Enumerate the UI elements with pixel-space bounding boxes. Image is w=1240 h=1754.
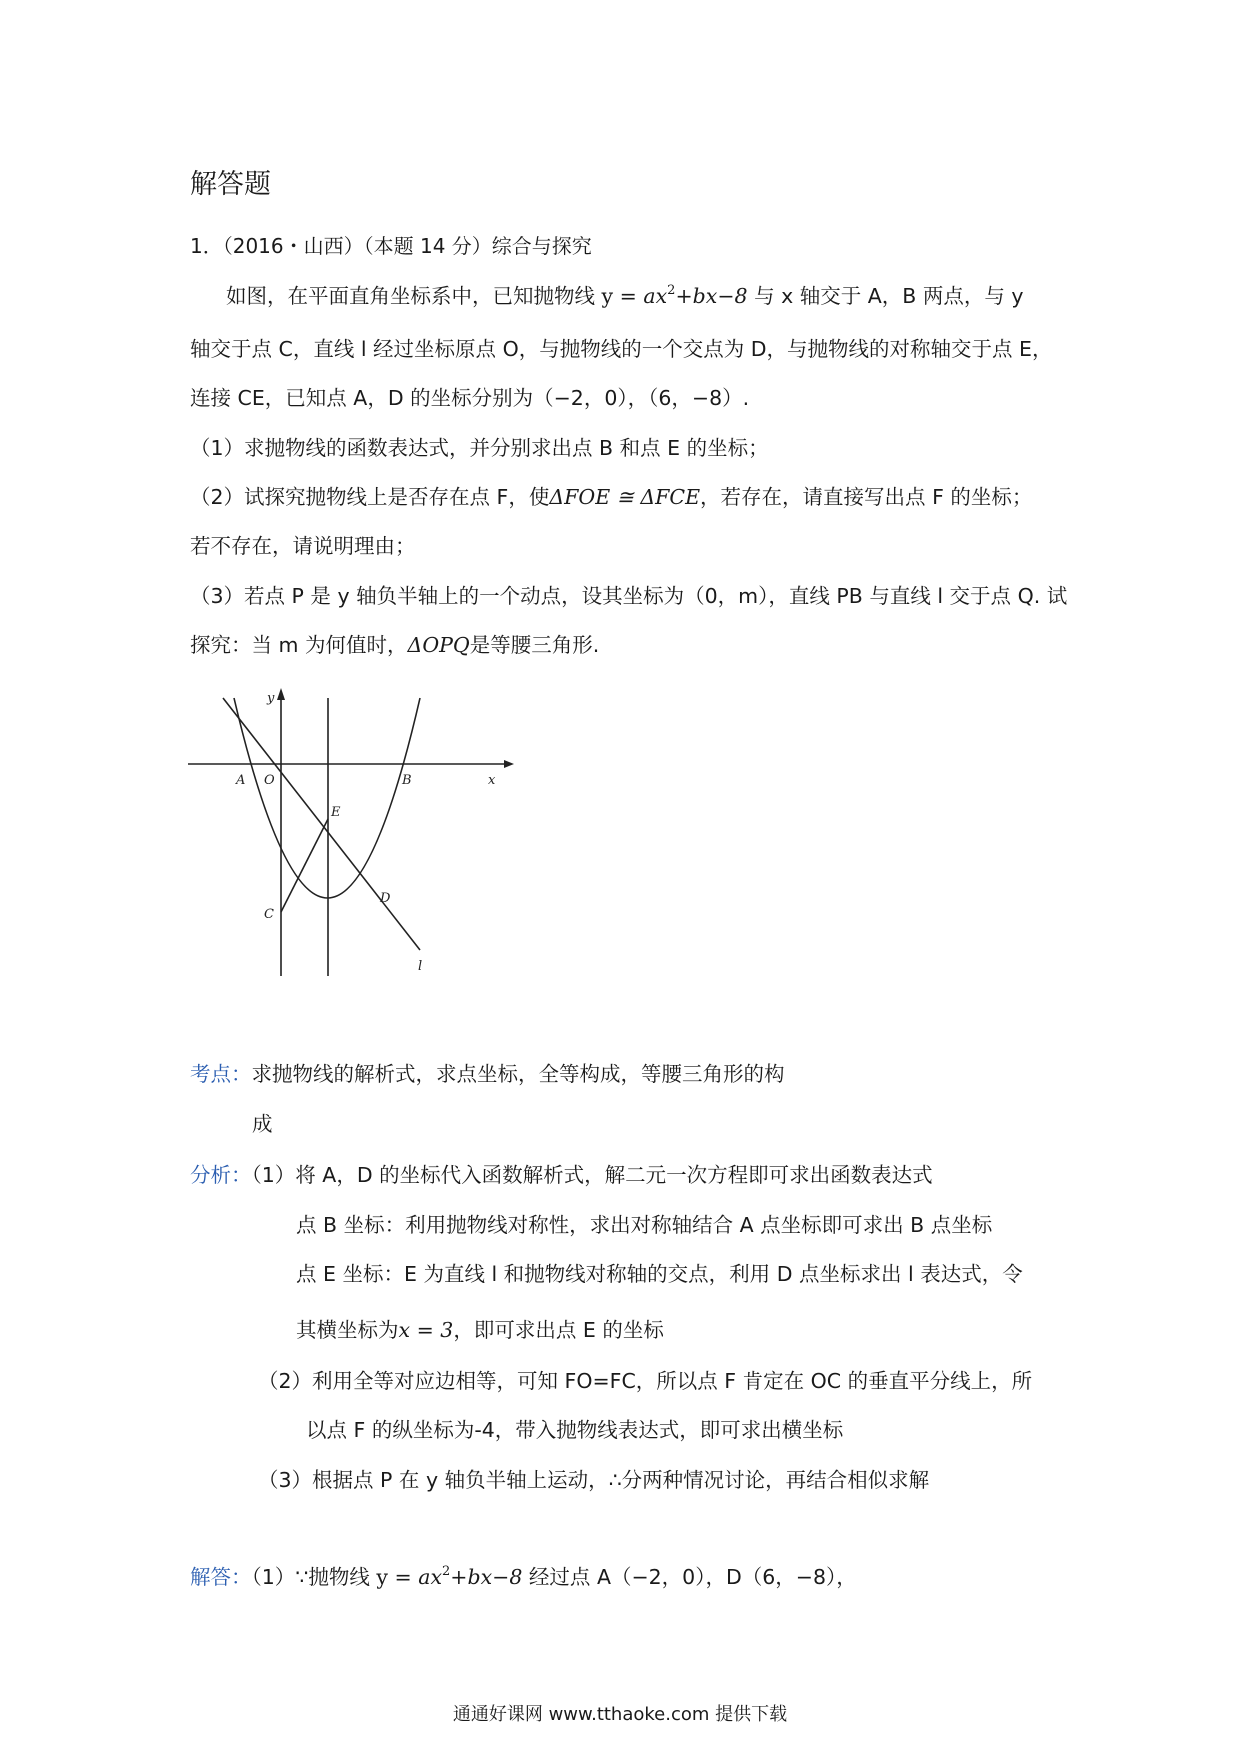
parabola-curve [234,698,420,898]
page-footer: 通通好课网 www.tthaoke.com 提供下载 [452,1704,788,1725]
kaodian-line: 考点：求抛物线的解析式，求点坐标，全等构成，等腰三角形的构 [190,1062,785,1086]
fenxi-line-2: （2）利用全等对应边相等，可知 FO=FC，所以点 F 肯定在 OC 的垂直平分线上，所 [258,1369,1033,1393]
part-2: （2）试探究抛物线上是否存在点 F，使ΔFOE ≅ ΔFCE，若存在，请直接写出点 F 的坐标； [190,485,1033,509]
section-title: 解答题 [190,169,271,200]
part-1: （1）求抛物线的函数表达式，并分别求出点 B 和点 E 的坐标； [190,436,769,460]
triangle-opq: ΔOPQ [407,633,470,657]
kaodian-label: 考点： [190,1062,252,1086]
fenxi-line-1b: 点 B 坐标：利用抛物线对称性，求出对称轴结合 A 点坐标即可求出 B 点坐标 [296,1213,993,1237]
line-l [223,698,420,950]
label-y: y [267,691,275,706]
fenxi-line-1: 分析：（1）将 A，D 的坐标代入函数解析式，解二元一次方程即可求出函数表达式 [190,1163,933,1187]
part-2-line-2: 若不存在，请说明理由； [190,534,416,558]
label-x: x [488,773,496,788]
y-axis-arrow [277,688,285,700]
fenxi-line-1c: 点 E 坐标：E 为直线 l 和抛物线对称轴的交点，利用 D 点坐标求出 l 表达式，令 [296,1262,1023,1286]
stem-line-3: 连接 CE，已知点 A，D 的坐标分别为（−2，0），（6，−8）. [190,386,750,410]
label-c: C [264,907,274,922]
jieda-label: 解答： [190,1565,252,1589]
congruence-expression: ΔFOE ≅ ΔFCE [549,485,701,509]
coordinate-figure [186,688,516,978]
label-e: E [331,805,341,820]
stem-line-1-pre: 如图，在平面直角坐标系中，已知抛物线 [226,284,595,308]
fenxi-line-3: （3）根据点 P 在 y 轴负半轴上运动，∴分两种情况讨论，再结合相似求解 [258,1468,930,1492]
fenxi-line-2b: 以点 F 的纵坐标为-4，带入抛物线表达式，即可求出横坐标 [306,1418,844,1442]
kaodian-continue: 成 [252,1112,273,1136]
jieda-line: 解答：（1）∵抛物线 $y = ax^2+bx-8$ 经过点 A（−2，0），D（6，−8）， [190,1564,857,1589]
label-a: A [236,773,246,788]
label-b: B [402,773,412,788]
question-header: 1．（2016・山西）（本题 14 分）综合与探究 [190,234,592,258]
label-l: l [418,959,423,974]
segment-ce [281,819,328,912]
label-o: O [264,773,275,788]
stem-line-1 [226,283,1024,309]
parabola-equation: $y = ax^2+bx-8$ [601,283,748,308]
figure-svg [186,688,516,978]
fenxi-line-1d: 其横坐标为x = 3，即可求出点 E 的坐标 [296,1318,664,1342]
part-3-line-2: 探究：当 m 为何值时，ΔOPQ是等腰三角形. [190,633,600,657]
x-axis-arrow [504,760,514,768]
fenxi-label: 分析： [190,1163,252,1187]
part-3: （3）若点 P 是 y 轴负半轴上的一个动点，设其坐标为（0，m），直线 PB 与直线 l 交于点 Q. 试 [190,584,1068,608]
label-d: D [380,891,391,906]
stem-line-2: 轴交于点 C，直线 l 经过坐标原点 O，与抛物线的一个交点为 D，与抛物线的对称轴交于点 E， [190,337,1053,361]
x-equals-three: x = 3 [398,1318,454,1342]
jieda-equation: $y = ax^2+bx-8$ [376,1564,523,1589]
stem-line-1-post: 与 x 轴交于 A，B 两点，与 y [754,284,1024,308]
